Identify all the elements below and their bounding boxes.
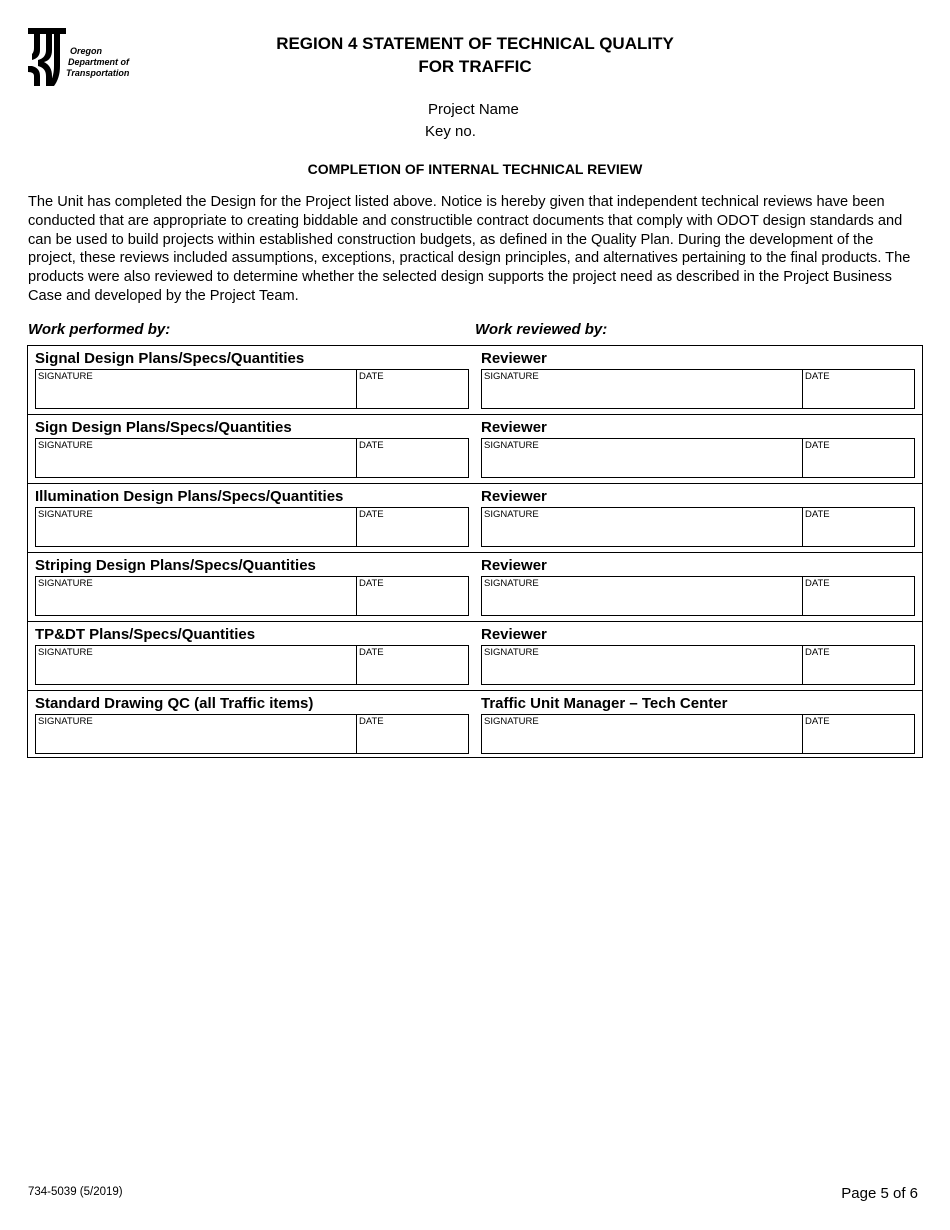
signature-date-box: [481, 645, 915, 685]
date-label: DATE: [359, 716, 384, 727]
table-row: [28, 346, 922, 415]
reviewer-cell: [481, 553, 915, 621]
table-row: [28, 553, 922, 622]
date-label: DATE: [359, 647, 384, 658]
section-heading: COMPLETION OF INTERNAL TECHNICAL REVIEW: [307, 161, 643, 177]
signature-date-box: [35, 714, 469, 754]
page-number: Page 5 of 6: [841, 1185, 918, 1202]
signature-date-box: [481, 369, 915, 409]
reviewer-cell: [481, 622, 915, 690]
reviewer-label: Reviewer: [481, 419, 547, 436]
signature-field[interactable]: [482, 646, 803, 684]
form-number: 734-5039 (5/2019): [28, 1186, 123, 1198]
reviewer-label: Traffic Unit Manager – Tech Center: [481, 695, 728, 712]
signature-date-box: [35, 576, 469, 616]
table-row: [28, 484, 922, 553]
date-field[interactable]: [803, 439, 914, 477]
signature-field[interactable]: [36, 577, 357, 615]
section-body-text: The Unit has completed the Design for the Project listed above. Notice is hereby given that independent technical reviews have been conducted that are appropriate to creating biddable and constructible contract documents that comply with ODOT design standards and can be used to build projects within established construction budgets, as defined in the Quality Plan. During the development of the project, these reviews included assumptions, exceptions, practical design principles, and alternatives pertaining to the final products. The products were also reviewed to determine whether the selected design supports the project need as described in the Project Business Case and developed by the Project Team.: [28, 194, 911, 304]
signature-label: SIGNATURE: [484, 440, 539, 451]
date-label: DATE: [805, 371, 830, 382]
odot-logo-mark-icon: [26, 26, 66, 88]
signature-date-box: [35, 507, 469, 547]
date-field[interactable]: [803, 370, 914, 408]
signature-label: SIGNATURE: [38, 716, 93, 727]
reviewer-cell: [481, 346, 915, 414]
performer-label: TP&DT Plans/Specs/Quantities: [35, 626, 256, 643]
date-field[interactable]: [357, 715, 468, 753]
signature-date-box: [481, 576, 915, 616]
odot-logo: [26, 26, 136, 88]
reviewer-cell: [481, 484, 915, 552]
table-row: [28, 691, 922, 757]
odot-logo-text: [66, 46, 129, 79]
signature-table: [27, 345, 923, 758]
signature-date-box: [481, 507, 915, 547]
performer-label: Illumination Design Plans/Specs/Quantities: [35, 488, 344, 505]
signature-field[interactable]: [36, 370, 357, 408]
performer-label: Standard Drawing QC (all Traffic items): [35, 695, 314, 712]
date-label: DATE: [805, 509, 830, 520]
date-field[interactable]: [803, 646, 914, 684]
date-field[interactable]: [803, 715, 914, 753]
performer-label: Striping Design Plans/Specs/Quantities: [35, 557, 316, 574]
signature-field[interactable]: [482, 715, 803, 753]
reviewer-cell: [481, 691, 915, 757]
signature-label: SIGNATURE: [38, 578, 93, 589]
reviewer-label: Reviewer: [481, 557, 547, 574]
performer-cell: [35, 622, 469, 690]
performer-cell: [35, 346, 469, 414]
date-label: DATE: [359, 371, 384, 382]
performer-cell: [35, 484, 469, 552]
date-label: DATE: [359, 440, 384, 451]
date-label: DATE: [359, 509, 384, 520]
signature-field[interactable]: [482, 508, 803, 546]
signature-field[interactable]: [482, 439, 803, 477]
performer-cell: [35, 691, 469, 757]
date-field[interactable]: [357, 439, 468, 477]
date-label: DATE: [805, 716, 830, 727]
table-row: [28, 622, 922, 691]
work-performed-heading: Work performed by:: [28, 321, 171, 338]
reviewer-cell: [481, 415, 915, 483]
date-field[interactable]: [357, 370, 468, 408]
performer-cell: [35, 553, 469, 621]
signature-field[interactable]: [36, 646, 357, 684]
date-label: DATE: [805, 647, 830, 658]
signature-label: SIGNATURE: [484, 578, 539, 589]
date-label: DATE: [805, 440, 830, 451]
signature-field[interactable]: [36, 439, 357, 477]
signature-label: SIGNATURE: [484, 716, 539, 727]
signature-label: SIGNATURE: [38, 509, 93, 520]
date-label: DATE: [359, 578, 384, 589]
date-field[interactable]: [357, 577, 468, 615]
performer-label: Sign Design Plans/Specs/Quantities: [35, 419, 292, 436]
performer-cell: [35, 415, 469, 483]
date-field[interactable]: [357, 508, 468, 546]
date-label: DATE: [805, 578, 830, 589]
signature-date-box: [35, 369, 469, 409]
signature-field[interactable]: [482, 577, 803, 615]
reviewer-label: Reviewer: [481, 626, 547, 643]
signature-label: SIGNATURE: [38, 440, 93, 451]
signature-label: SIGNATURE: [38, 647, 93, 658]
signature-field[interactable]: [36, 508, 357, 546]
date-field[interactable]: [803, 577, 914, 615]
logo-line-3: Transportation: [66, 68, 130, 78]
page-title-line-1: REGION 4 STATEMENT OF TECHNICAL QUALITY: [276, 34, 674, 53]
date-field[interactable]: [357, 646, 468, 684]
work-reviewed-heading: Work reviewed by:: [475, 321, 608, 338]
signature-label: SIGNATURE: [484, 509, 539, 520]
logo-line-1: Oregon: [70, 46, 103, 56]
signature-date-box: [481, 438, 915, 478]
reviewer-label: Reviewer: [481, 350, 547, 367]
signature-field[interactable]: [482, 370, 803, 408]
signature-label: SIGNATURE: [484, 647, 539, 658]
key-no-label: Key no.: [425, 123, 476, 140]
signature-label: SIGNATURE: [38, 371, 93, 382]
signature-field[interactable]: [36, 715, 357, 753]
signature-date-box: [35, 438, 469, 478]
date-field[interactable]: [803, 508, 914, 546]
page-title-line-2: FOR TRAFFIC: [418, 57, 532, 76]
signature-label: SIGNATURE: [484, 371, 539, 382]
signature-date-box: [35, 645, 469, 685]
signature-date-box: [481, 714, 915, 754]
project-name-label: Project Name: [428, 101, 519, 118]
logo-line-2: Department of: [68, 57, 130, 67]
table-row: [28, 415, 922, 484]
performer-label: Signal Design Plans/Specs/Quantities: [35, 350, 305, 367]
reviewer-label: Reviewer: [481, 488, 547, 505]
